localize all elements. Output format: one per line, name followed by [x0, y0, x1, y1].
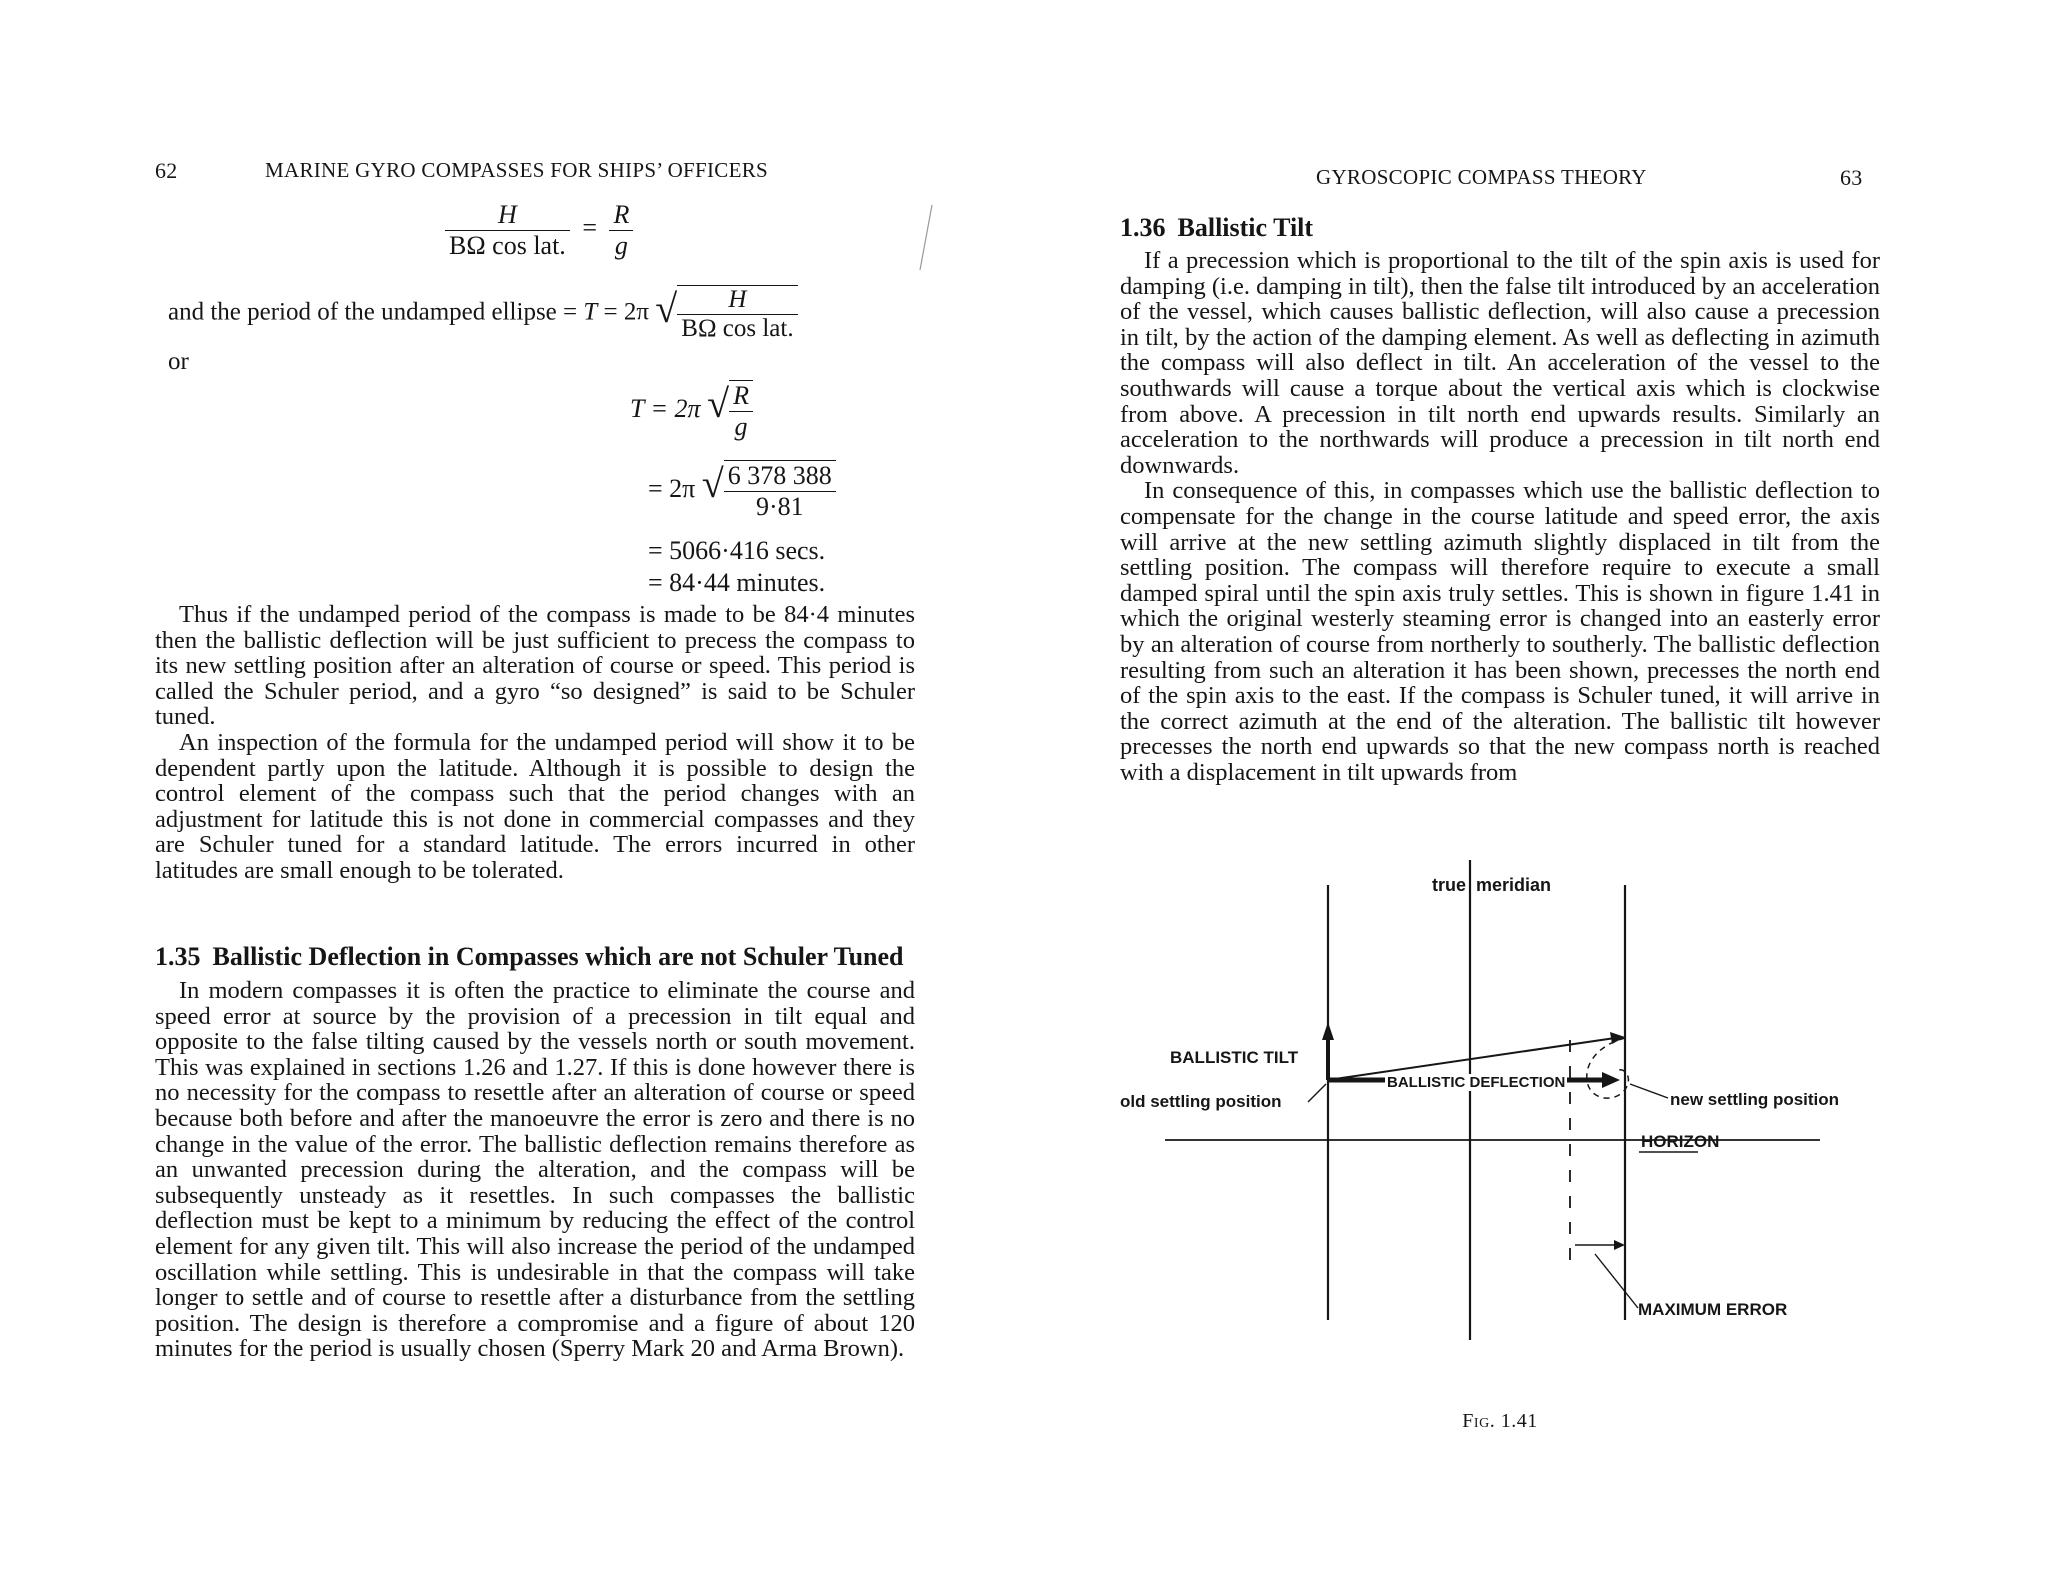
figure-caption: Fig. 1.41 [1462, 1410, 1538, 1432]
label-maximum-error: MAXIMUM ERROR [1638, 1300, 1788, 1319]
section-1-35-text [155, 978, 915, 1362]
right-page [1120, 140, 1880, 1460]
page-number-left: 62 [155, 158, 178, 183]
leader-new-settling [1630, 1084, 1668, 1098]
paragraph: An inspection of the formula for the undamped period will show it to be dependent partly upon the latitude. Although it is possible to design the control element of the compass such that the period changes with an adjustment for latitude this is not done in commercial compasses and they are Schuler tuned for a standard latitude. The errors incurred in other latitudes are small enough to be tolerated. [155, 728, 915, 884]
ballistic-deflection-arrowhead [1602, 1072, 1620, 1088]
paragraph: In modern compasses it is often the practice to eliminate the course and speed error at source by the provision of a precession in tilt equal and opposite to the false tilting caused by the vessels north or south movement. This was explained in sections 1.26 and 1.27. If this is done however there is no necessity for the compass to resettle after an alteration of course or speed because both before and after the manoeuvre the error is zero and there is no change in the value of the error. The ballistic deflection remains therefore as an unwanted precession during the alteration, and the compass will be subsequently unsteady as it resettles. In such compasses the ballistic deflection must be kept to a minimum by reducing the effect of the control element for any given tilt. This will also increase the period of the undamped oscillation while settling. This is undesirable in that the compass will take longer to settle and of course to resettle after a disturbance from the settling position. The design is therefore a compromise and a figure of about 120 minutes for the period is usually chosen (Sperry Mark 20 and Arma Brown). [155, 977, 915, 1363]
paragraph: In consequence of this, in compasses which use the ballistic deflection to compensate for the change in the course latitude and speed error, the axis will arrive at the new settling azimuth slightly displaced in tilt from the settling position. The compass will therefore require to execute a small damped spiral until the spin axis truly settles. This is shown in figure 1.41 in which the original westerly steaming error is changed into an easterly error by an alteration of course from northerly to southerly. The ballistic deflection resulting from such an alteration it has been shown, precesses the north end of the spin axis to the east. If the compass is Schuler tuned, it will arrive in the correct azimuth at the end of the alteration. The ballistic tilt however precesses the north end upwards so that the new compass north is reached with a displacement in tilt upwards from [1120, 477, 1880, 786]
section-1-36-text [1120, 248, 1880, 785]
equation-period: and the period of the undamped ellipse = T = 2π √ $\frac{H}{\text{BΩ cos lat.}}$ [168, 285, 798, 343]
section-heading-1-36: 1.36 Ballistic Tilt [1120, 213, 1314, 242]
equation-seconds: = 5066·416 secs. [648, 536, 826, 565]
figure-1-41 [1120, 840, 1880, 1400]
page-number-right: 63 [1840, 165, 1863, 190]
max-error-arrowhead [1614, 1240, 1625, 1250]
label-ballistic-deflection: BALLISTIC DEFLECTION [1387, 1074, 1566, 1091]
leader-max-error [1595, 1254, 1638, 1308]
running-head-left: MARINE GYRO COMPASSES FOR SHIPS’ OFFICERS [265, 158, 769, 182]
label-old-settling: old settling position [1120, 1092, 1282, 1111]
damped-spiral [1587, 1038, 1629, 1098]
label-meridian: meridian [1476, 875, 1552, 895]
paragraph: Thus if the undamped period of the compass is made to be 84·4 minutes then the ballistic deflection will be just sufficient to precess the compass to its new settling position after an alteration of course or speed. This period is called the Schuler period, and a gyro “so designed” is said to be Schuler tuned. [155, 601, 915, 731]
section-heading-1-35: 1.35 Ballistic Deflection in Compasses which are not Schuler Tuned [155, 942, 904, 971]
or-word: or [168, 348, 189, 375]
label-true: true [1432, 875, 1467, 895]
equation-schuler: T = 2π √ $\frac{R}{g}$ [630, 380, 753, 442]
running-head-right: GYROSCOPIC COMPASS THEORY [1316, 165, 1647, 189]
ballistic-tilt-arrowhead [1322, 1022, 1334, 1040]
paragraph: If a precession which is proportional to the tilt of the spin axis is used for damping (i.e. damping in tilt), then the false tilt introduced by an acceleration of the vessel, which causes ballistic deflection, will also cause a precession in tilt, by the action of the damping element. As well as deflecting in azimuth the compass will also deflect in tilt. An acceleration of the vessel to the southwards will cause a torque about the vertical axis which is clockwise from above. A precession in tilt north end upwards results. Similarly an acceleration to the northwards will produce a precession in tilt north end downwards. [1120, 247, 1880, 479]
label-horizon: HORIZON [1641, 1132, 1720, 1151]
label-new-settling: new settling position [1670, 1090, 1840, 1109]
paragraphs-schuler [155, 602, 915, 884]
fold-mark [900, 200, 940, 320]
equation-minutes: = 84·44 minutes. [648, 568, 826, 597]
label-ballistic-tilt: BALLISTIC TILT [1170, 1048, 1299, 1067]
equation-values: = 2π √ $\frac{6 378 388}{9\cdot 81}$ [648, 460, 836, 522]
left-page [155, 140, 915, 1440]
equation-ratio: $\frac{H}{\text{BΩ cos lat.}}$ = $\frac{R}{g}$ [445, 200, 633, 261]
leader-old-settling [1308, 1084, 1326, 1102]
